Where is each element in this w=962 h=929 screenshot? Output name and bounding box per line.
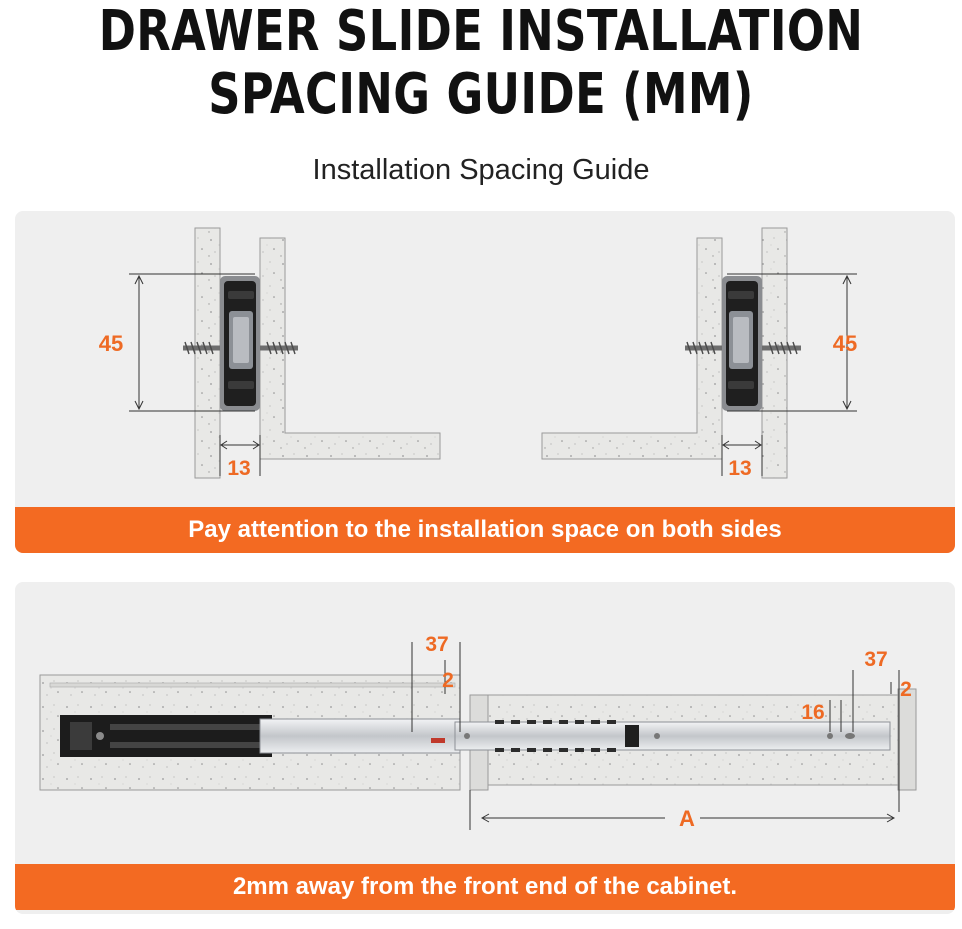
front-offset-37-label: 37: [425, 633, 449, 656]
left-assembly: [99, 228, 440, 480]
title-line-1: DRAWER SLIDE INSTALLATION: [98, 0, 864, 64]
length-A-label: A: [679, 806, 695, 831]
side-spacing-diagram: [15, 211, 955, 553]
right-height-label: 45: [832, 331, 858, 356]
front-gap-2-label: 2: [442, 669, 454, 692]
subtitle: Installation Spacing Guide: [312, 154, 650, 186]
right-assembly: [542, 228, 857, 480]
side-spacing-banner: Pay attention to the installation space on both sides: [15, 507, 955, 553]
rear-offset-37-label: 37: [864, 648, 888, 671]
cabinet-back-edge: [898, 689, 916, 790]
front-spacing-panel: [15, 582, 955, 914]
right-cabinet-wall: [762, 228, 787, 478]
right-gap-label: 13: [728, 457, 752, 480]
page-title: [96, 0, 866, 126]
side-spacing-panel: [15, 211, 955, 553]
left-slide-profile: [220, 276, 260, 411]
hole-spacing-16-label: 16: [801, 701, 825, 724]
front-spacing-banner: 2mm away from the front end of the cabinet.: [15, 864, 955, 910]
title-line-2: SPACING GUIDE (MM): [208, 62, 754, 127]
right-slide-profile: [722, 276, 762, 411]
left-gap-label: 13: [227, 457, 251, 480]
rear-gap-2-label: 2: [900, 678, 912, 701]
left-cabinet-wall: [195, 228, 220, 478]
left-height-label: 45: [98, 331, 124, 356]
